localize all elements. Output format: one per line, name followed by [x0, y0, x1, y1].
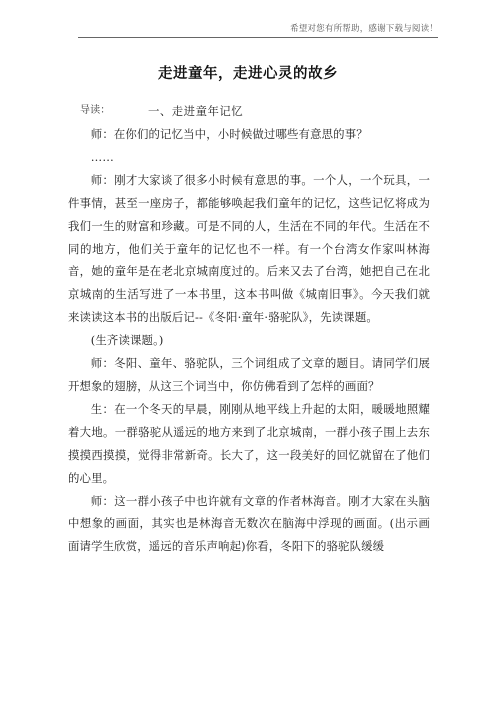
guide-label: 导读：: [80, 105, 111, 116]
paragraph: 师：刚才大家谈了很多小时候有意思的事。一个人，一个玩具，一件事情，甚至一座房子，都能够唤起我们童年的记忆，这些记忆将成为我们一生的财富和珍藏。可是不同的人，生活在不同的年代。生活在不同的地方，他们关于童年的记忆也不一样。有一个台湾女作家叫林海音，她的童年是在老北京城南度过的。后来又去了台湾，她把自己在北京城南的生活写进了一本书里，这本书叫做《城南旧事》。今天我们就来读读这本书的出版后记--《冬阳·童年·骆驼队》，先读课题。: [68, 172, 430, 325]
header-divider: [78, 37, 438, 38]
paragraph: 生：在一个冬天的早晨，刚刚从地平线上升起的太阳，暖暖地照耀着大地。一群骆驼从遥远的地方来到了北京城南，一群小孩子围上去东摸摸西摸摸，觉得非常新奇。长大了，这一段美好的回忆就留在了他们的心里。: [68, 401, 430, 485]
header-note: 希望对您有所帮助，感谢下载与阅读！: [290, 24, 438, 34]
section-heading: 一、走进童年记忆: [148, 104, 244, 118]
paragraph-stage-direction: (生齐读课题。): [90, 333, 164, 348]
document-body: [68, 100, 430, 558]
paragraph: 师：冬阳、童年、骆驼队，三个词组成了文章的题目。请同学们展开想象的翅膀，从这三个词当中，你仿佛看到了怎样的画面？: [68, 356, 430, 393]
paragraph: 师：在你们的记忆当中，小时候做过哪些有意思的事？: [90, 127, 368, 141]
paragraph: 师：这一群小孩子中也许就有文章的作者林海音。刚才大家在头脑中想象的画面，其实也是林海音无数次在脑海中浮现的画面。(出示画面请学生欣赏，遥远的音乐声响起)你看，冬阳下的骆驼队缓缓: [68, 493, 430, 554]
document-title: 走进童年，走进心灵的故乡: [158, 66, 338, 82]
guide-line: [68, 100, 430, 123]
paragraph-ellipsis: ……: [90, 149, 114, 164]
